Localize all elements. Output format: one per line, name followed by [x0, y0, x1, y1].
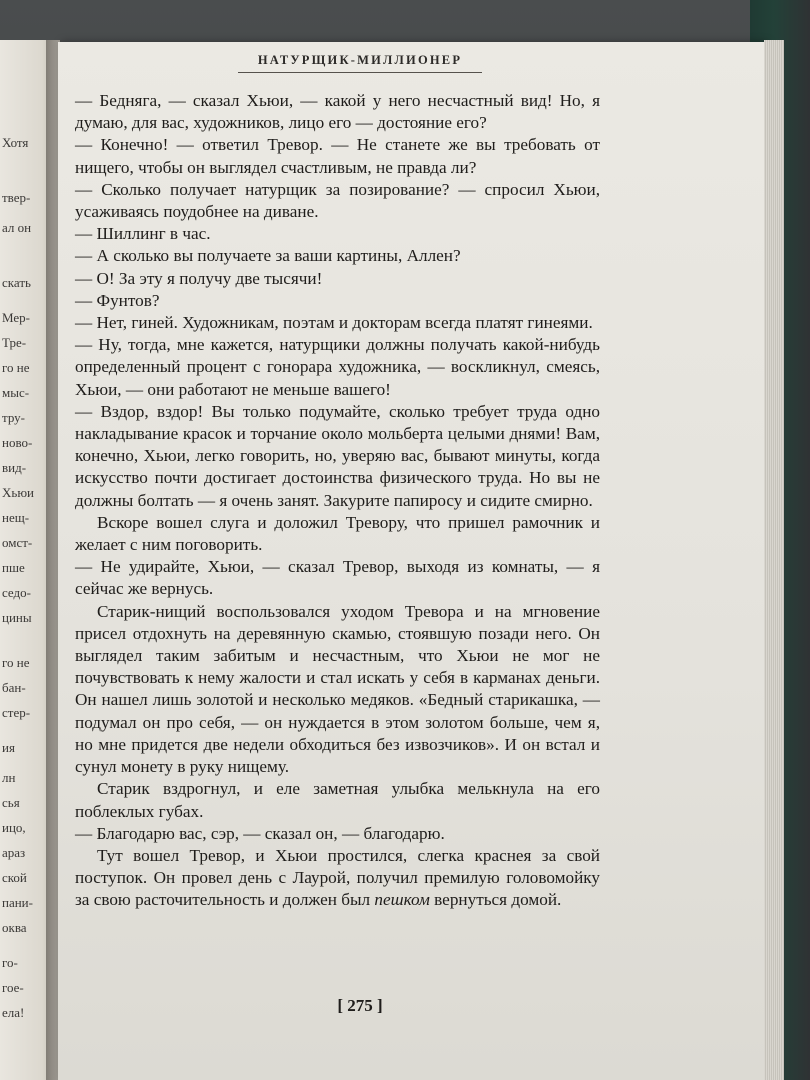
previous-page-fragment: араз [2, 845, 26, 860]
previous-page-fragment: ела! [2, 1005, 25, 1020]
previous-page-fragment: Хотя [2, 135, 29, 150]
previous-page-fragment: тру- [2, 410, 25, 425]
previous-page-fragment: мыс- [2, 385, 30, 400]
paragraph: — Вздор, вздор! Вы только подумайте, сколько требует труда одно накладывание красок и торчание около мольберта целыми днями! Вам, конечно, Хьюи, легко говорить, но, уверяю вас, бывают минуты, когда искусство почти достигает достоинства физического труда. Но вы не должны болтать — я очень занят. Закурите папиросу и сидите смирно. [75, 401, 600, 510]
paragraph: — Шиллинг в час. [75, 224, 211, 244]
previous-page-fragment: ал он [2, 220, 32, 235]
previous-page-fragment: пше [2, 560, 25, 575]
page-number: [ 275 ] [337, 996, 383, 1015]
previous-page-fragment: Тре- [2, 335, 27, 350]
paragraph-text: Тут вошел Тревор, и Хьюи простился, слегка краснея за свой поступок. Он провел день с Лаурой, получил премилую головомойку за свою расточительность и должен был [75, 845, 600, 910]
paragraph: Старик вздрогнул, и еле заметная улыбка мелькнула на его поблеклых губах. [75, 779, 600, 821]
paragraph: — А сколько вы получаете за ваши картины, Аллен? [75, 246, 461, 266]
emphasis: пешком [374, 890, 430, 910]
previous-page-fragment: го не [2, 655, 30, 670]
previous-page-fragment: ново- [2, 435, 33, 450]
previous-page-fragment: омст- [2, 535, 33, 550]
running-head: НАТУРЩИК-МИЛЛИОНЕР [257, 53, 463, 67]
paragraph: — О! За эту я получу две тысячи! [75, 268, 323, 288]
previous-page-fragment: скать [2, 275, 31, 290]
previous-page-fragment: ской [2, 870, 27, 885]
previous-page-fragment: ицо, [2, 820, 26, 835]
paragraph: — Фунтов? [75, 290, 160, 310]
paragraph: — Ну, тогда, мне кажется, натурщики должны получать какой-нибудь определенный процент с гонорара художника, — воскликнул, смеясь, Хьюи, — они работают не меньше вашего! [75, 335, 600, 399]
page-body [75, 90, 600, 912]
running-head-rule [238, 72, 482, 73]
previous-page-fragment: нещ- [2, 510, 30, 525]
paragraph: Старик-нищий воспользовался уходом Тревора и на мгновение присел отдохнуть на деревянную скамью, стоявшую позади него. Он выглядел таким забитым и несчастным, что Хьюи не мог не почувствовать к нему жалости и стал искать у себя в карманах деньги. Он нашел лишь золотой и несколько медяков. «Бедный старикашка, — подумал он про себя, — он нуждается в этом золотом больше, чем я, но мне придется две недели обходиться без извозчиков». И он встал и сунул монету в руку нищему. [75, 601, 600, 777]
paragraph: — Бедняга, — сказал Хьюи, — какой у него несчастный вид! Но, я думаю, для вас, художников, лицо его — достояние его? [75, 91, 600, 133]
paragraph: Вскоре вошел слуга и доложил Тревору, что пришел рамочник и желает с ним поговорить. [75, 512, 600, 555]
previous-page-fragment: лн [2, 770, 16, 785]
previous-page-fragment: цины [2, 610, 32, 625]
previous-page-fragment: твер- [2, 190, 31, 205]
page-edges [764, 40, 784, 1080]
previous-page-fragment: ия [2, 740, 15, 755]
paragraph: — Не удирайте, Хьюи, — сказал Тревор, выходя из комнаты, — я сейчас же вернусь. [75, 557, 600, 599]
previous-page-fragment: бан- [2, 680, 26, 695]
previous-page-fragment: го- [2, 955, 18, 970]
previous-page-fragment: Хьюи [2, 485, 34, 500]
previous-page-fragment: го не [2, 360, 30, 375]
previous-page-fragment: вид- [2, 460, 27, 475]
previous-page-fragment: седо- [2, 585, 31, 600]
previous-page-fragment: гое- [2, 980, 24, 995]
previous-page-fragment: стер- [2, 705, 31, 720]
paragraph-text: вернуться домой. [429, 890, 562, 910]
paragraph: — Конечно! — ответил Тревор. — Не станете же вы требовать от нищего, чтобы он выглядел счастливым, не правда ли? [75, 135, 600, 177]
paragraph: — Благодарю вас, сэр, — сказал он, — благодарю. [75, 823, 445, 843]
previous-page-fragment: Мер- [2, 310, 30, 325]
paragraph [75, 845, 600, 912]
paragraph: — Нет, гиней. Художникам, поэтам и докторам всегда платят гинеями. [75, 313, 593, 333]
previous-page-fragment: пани- [2, 895, 33, 910]
paragraph: — Сколько получает натурщик за позирование? — спросил Хьюи, усаживаясь поудобнее на диване. [75, 179, 600, 222]
previous-page-fragment: сья [2, 795, 20, 810]
previous-page-fragment: оква [2, 920, 27, 935]
